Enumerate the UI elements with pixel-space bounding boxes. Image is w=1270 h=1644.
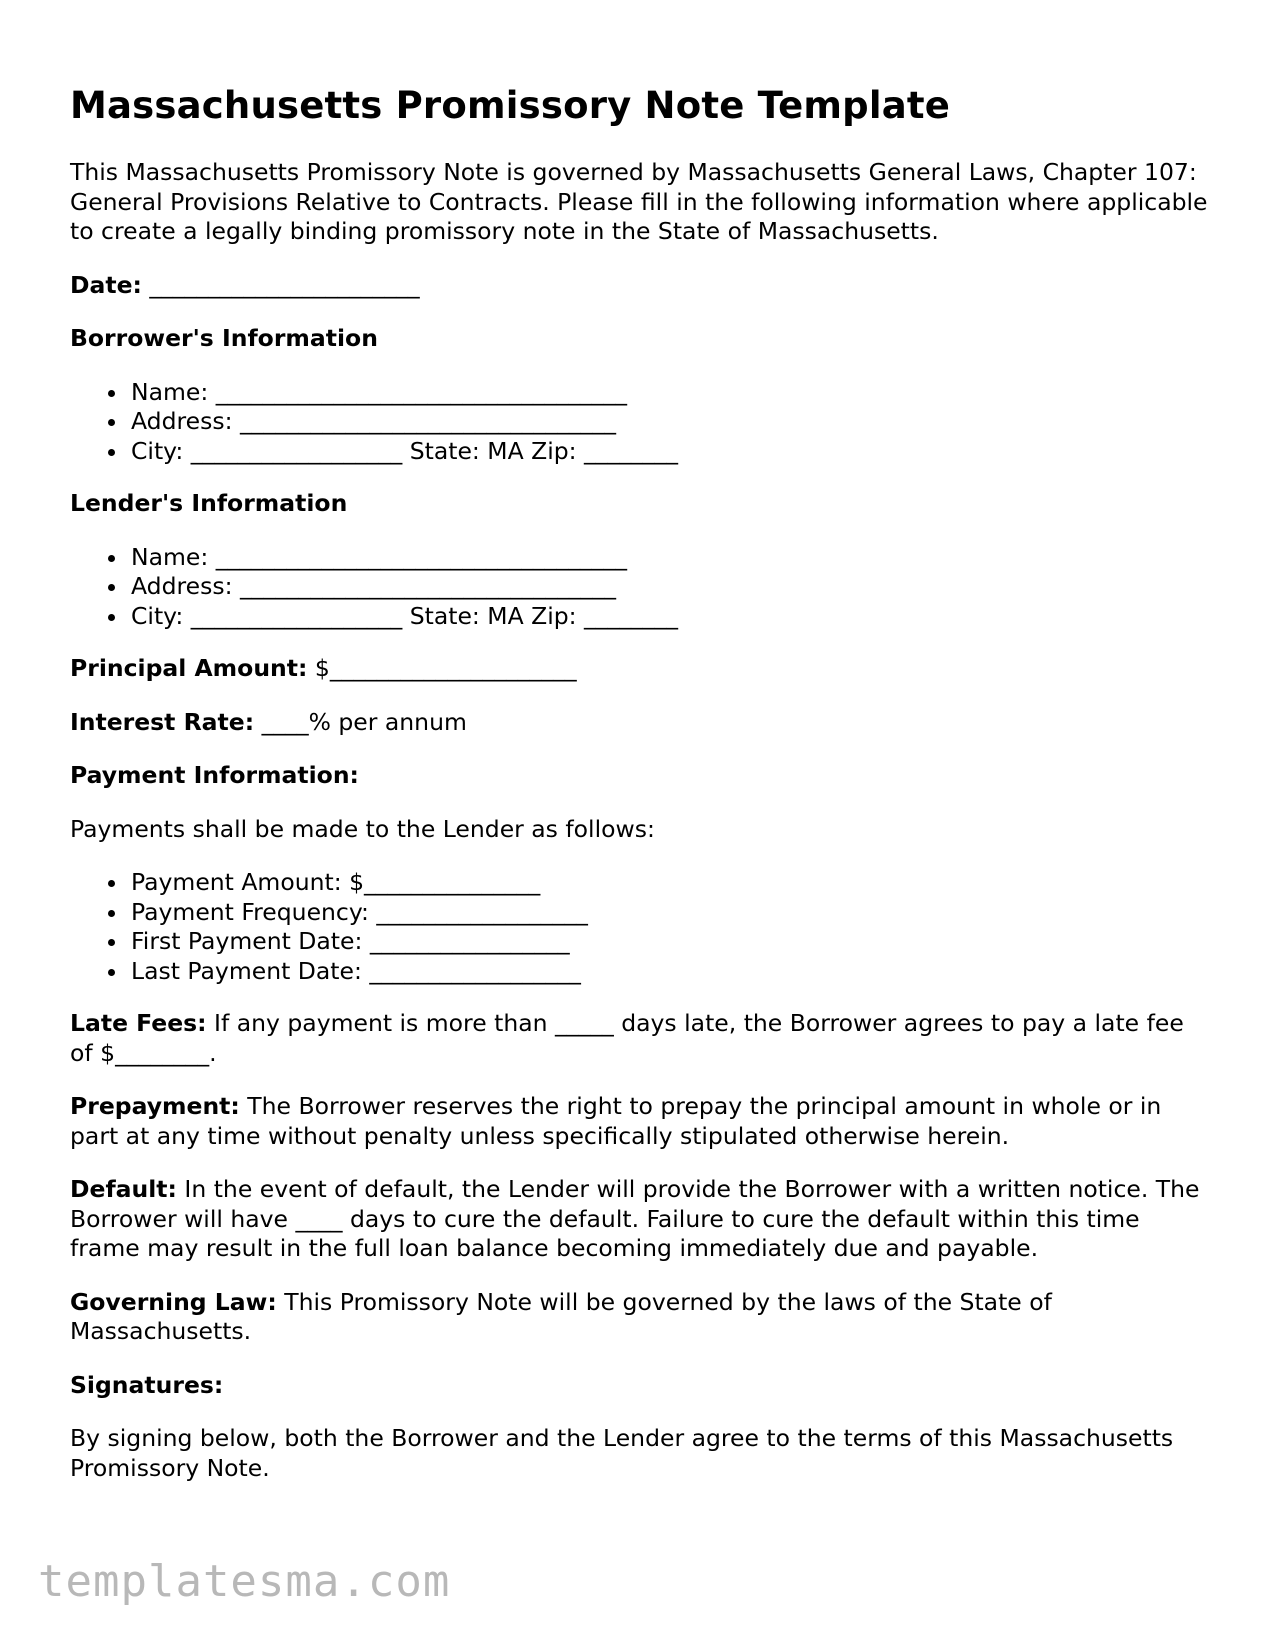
prepayment-label: Prepayment:	[70, 1092, 240, 1120]
governing-law-clause	[70, 1288, 1210, 1347]
borrower-name-field: Name: ___________________________________	[131, 378, 1210, 408]
document-page	[70, 84, 1210, 1483]
lender-list	[70, 543, 1210, 632]
governing-law-label: Governing Law:	[70, 1287, 277, 1316]
borrower-city-field: City: __________________ State: MA Zip: ________	[131, 437, 1210, 467]
lender-address-field: Address: ________________________________	[131, 572, 1210, 602]
lender-name-field: Name: ___________________________________	[131, 543, 1210, 573]
default-label: Default:	[70, 1175, 177, 1203]
signatures-heading: Signatures:	[70, 1370, 224, 1399]
payment-amount-field: Payment Amount: $_______________	[131, 868, 1210, 898]
late-fees-label: Late Fees:	[70, 1009, 207, 1037]
payment-frequency-field: Payment Frequency: __________________	[131, 898, 1210, 928]
interest-blank: ____% per annum	[254, 707, 467, 736]
first-payment-date-field: First Payment Date: _________________	[131, 927, 1210, 957]
default-clause	[70, 1175, 1210, 1264]
date-label: Date:	[70, 270, 142, 299]
lender-heading: Lender's Information	[70, 489, 348, 517]
lender-city-field: City: __________________ State: MA Zip: ________	[131, 602, 1210, 632]
borrower-list	[70, 378, 1210, 467]
last-payment-date-field: Last Payment Date: __________________	[131, 957, 1210, 987]
intro-paragraph: This Massachusetts Promissory Note is governed by Massachusetts General Laws, Chapter 107: General Provisions Relative to Contracts. Please fill in the following information where applicable to create a legally binding promissory note in the State of Massachusetts.	[70, 158, 1208, 245]
page-title: Massachusetts Promissory Note Template	[70, 84, 951, 127]
governing-law-text: This Promissory Note will be governed by the laws of the State of Massachusetts.	[70, 1287, 1052, 1345]
default-text: In the event of default, the Lender will provide the Borrower with a written notice. The Borrower will have ____ days to cure the default. Failure to cure the default within this time frame may result in the full loan balance becoming immediately due and payable.	[70, 1175, 1200, 1262]
borrower-heading: Borrower's Information	[70, 324, 378, 352]
payment-list	[70, 868, 1210, 986]
late-fees-clause	[70, 1009, 1210, 1068]
signatures-text: By signing below, both the Borrower and the Lender agree to the terms of this Massachusetts Promissory Note.	[70, 1424, 1174, 1482]
borrower-address-field: Address: ________________________________	[131, 407, 1210, 437]
date-blank: _______________________	[141, 270, 420, 299]
principal-field	[70, 654, 1210, 684]
prepayment-text: The Borrower reserves the right to prepay the principal amount in whole or in part at any time without penalty unless specifically stipulated otherwise herein.	[70, 1092, 1162, 1150]
date-field	[70, 271, 1210, 301]
late-fees-text: If any payment is more than _____ days late, the Borrower agrees to pay a late fee of $________.	[70, 1009, 1184, 1067]
prepayment-clause	[70, 1092, 1210, 1151]
interest-field	[70, 708, 1210, 738]
principal-label: Principal Amount:	[70, 654, 308, 682]
interest-label: Interest Rate:	[70, 707, 255, 736]
payment-intro: Payments shall be made to the Lender as follows:	[70, 814, 655, 843]
principal-blank: $_____________________	[307, 654, 577, 682]
payment-heading: Payment Information:	[70, 761, 359, 789]
watermark: templatesma.com	[38, 1556, 451, 1607]
